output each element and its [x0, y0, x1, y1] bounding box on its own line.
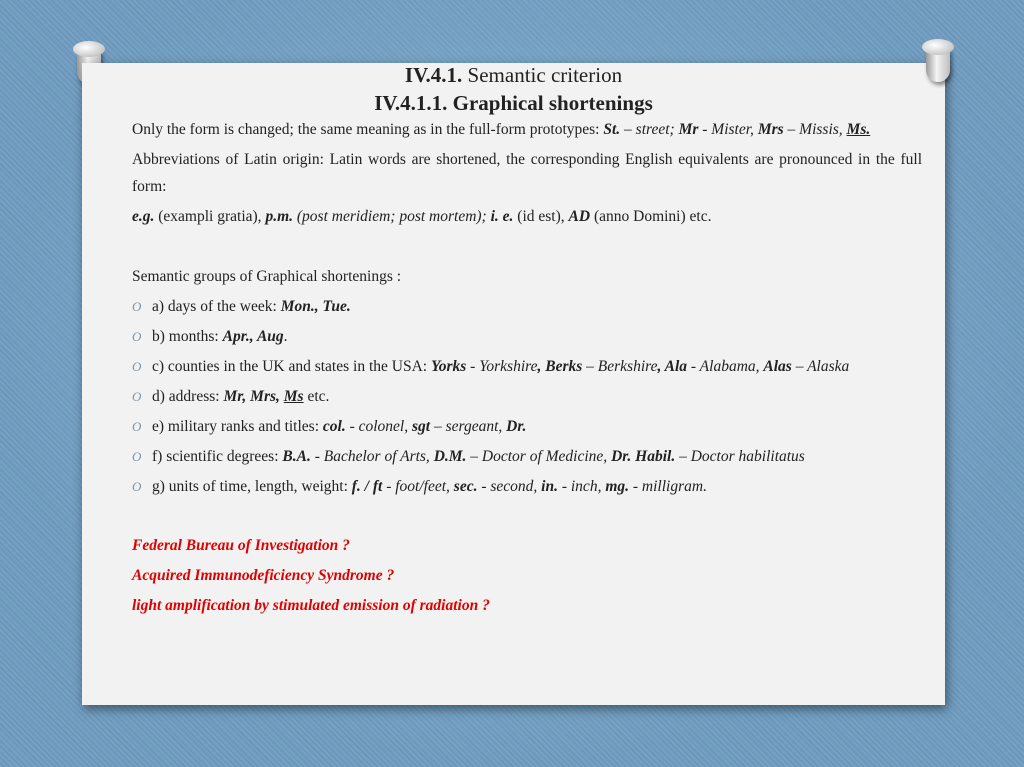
intro-paragraphs	[132, 117, 922, 230]
bullet-icon: O	[132, 448, 142, 464]
text-segment: D.M.	[433, 447, 467, 465]
list-item	[132, 384, 922, 411]
text-segment: – Doctor habilitatus	[675, 447, 805, 465]
bullet-icon: O	[132, 328, 142, 344]
text-segment: i. e.	[490, 207, 514, 225]
question-line: light amplification by stimulated emission of radiation ?	[132, 596, 490, 614]
text-segment: f) scientific degrees:	[152, 447, 283, 465]
text-segment: Ms	[283, 387, 304, 405]
text-segment: mg.	[605, 477, 630, 495]
question-line: Acquired Immunodeficiency Syndrome ?	[132, 566, 395, 584]
text-segment: b) months:	[152, 327, 223, 345]
text-segment: - Yorkshire	[466, 357, 538, 375]
text-segment: Abbreviations of Latin origin: Latin words are shortened, the corresponding English equivalents are pronounced in the full form:	[132, 151, 922, 195]
text-segment: a) days of the week:	[152, 297, 281, 315]
text-segment: (exampli gratia),	[154, 207, 266, 225]
text-segment: – street;	[620, 121, 679, 138]
text-segment: - milligram.	[629, 477, 707, 495]
text-segment: Dr. Habil.	[611, 447, 676, 465]
text-segment: g) units of time, length, weight:	[152, 477, 352, 495]
text-segment: Alas	[763, 357, 792, 375]
paragraph	[132, 204, 922, 231]
list-item	[132, 354, 922, 381]
text-segment: f. / ft	[351, 477, 383, 495]
text-segment: Ms.	[846, 121, 871, 138]
text-segment: d) address:	[152, 387, 224, 405]
text-segment: , Ala	[657, 357, 688, 375]
text-segment: col.	[322, 417, 346, 435]
text-segment: - Bachelor of Arts,	[310, 447, 434, 465]
list-item	[132, 414, 922, 441]
text-segment: c) counties in the UK and states in the USA:	[152, 357, 431, 375]
text-segment: Mon., Tue.	[280, 297, 351, 315]
list-item	[132, 474, 922, 501]
text-segment: in.	[541, 477, 558, 495]
section-number: IV.4.1.	[404, 63, 463, 87]
text-segment: Mr	[678, 121, 699, 138]
text-segment: p.m.	[265, 207, 293, 225]
bullet-icon: O	[132, 388, 142, 404]
bullet-icon: O	[132, 478, 142, 494]
text-segment: Mr, Mrs,	[223, 387, 284, 405]
text-segment: sec.	[453, 477, 478, 495]
bullet-icon: O	[132, 358, 142, 374]
text-segment: Yorks	[430, 357, 467, 375]
bullet-icon: O	[132, 298, 142, 314]
text-segment: – sergeant,	[430, 417, 507, 435]
text-segment: e) military ranks and titles:	[152, 417, 323, 435]
list-item	[132, 324, 922, 351]
text-segment: – Missis,	[783, 121, 847, 138]
text-segment: - Alabama,	[687, 357, 764, 375]
text-segment: (post meridiem; post mortem);	[293, 207, 491, 225]
questions-list	[132, 531, 922, 621]
text-segment: Apr., Aug	[222, 327, 284, 345]
text-segment: sgt	[412, 417, 431, 435]
list-item	[132, 294, 922, 321]
text-segment: - second,	[477, 477, 542, 495]
text-segment: Dr.	[506, 417, 527, 435]
question-line: Federal Bureau of Investigation ?	[132, 536, 350, 554]
text-segment: – Alaska	[791, 357, 850, 375]
text-segment: - inch,	[557, 477, 606, 495]
text-segment: etc.	[303, 387, 330, 405]
subsection-title: IV.4.1.1. Graphical shortenings	[374, 91, 653, 115]
list-item	[132, 444, 922, 471]
slide-titles	[82, 62, 945, 117]
text-segment: – Berkshire	[582, 357, 658, 375]
text-segment: , Berks	[537, 357, 583, 375]
bullet-icon: O	[132, 418, 142, 434]
slide-body	[132, 117, 922, 621]
text-segment: AD	[568, 207, 591, 225]
text-segment: – Doctor of Medicine,	[466, 447, 612, 465]
groups-list	[132, 294, 922, 501]
text-segment: - colonel,	[345, 417, 412, 435]
groups-heading: Semantic groups of Graphical shortenings :	[132, 267, 402, 285]
text-segment: Mrs	[757, 121, 784, 138]
section-title-text: Semantic criterion	[462, 63, 623, 87]
text-segment: .	[283, 327, 288, 345]
paragraph	[132, 147, 922, 200]
text-segment: St.	[603, 121, 621, 138]
text-segment: B.A.	[282, 447, 311, 465]
text-segment: Only the form is changed; the same meaning as in the full-form prototypes:	[132, 121, 604, 138]
paragraph	[132, 117, 922, 144]
section-title	[82, 62, 945, 89]
text-segment: (anno Domini) etc.	[590, 207, 712, 225]
text-segment: - Mister,	[698, 121, 758, 138]
text-segment: - foot/feet,	[382, 477, 454, 495]
text-segment: e.g.	[132, 207, 155, 225]
text-segment: (id est),	[513, 207, 569, 225]
